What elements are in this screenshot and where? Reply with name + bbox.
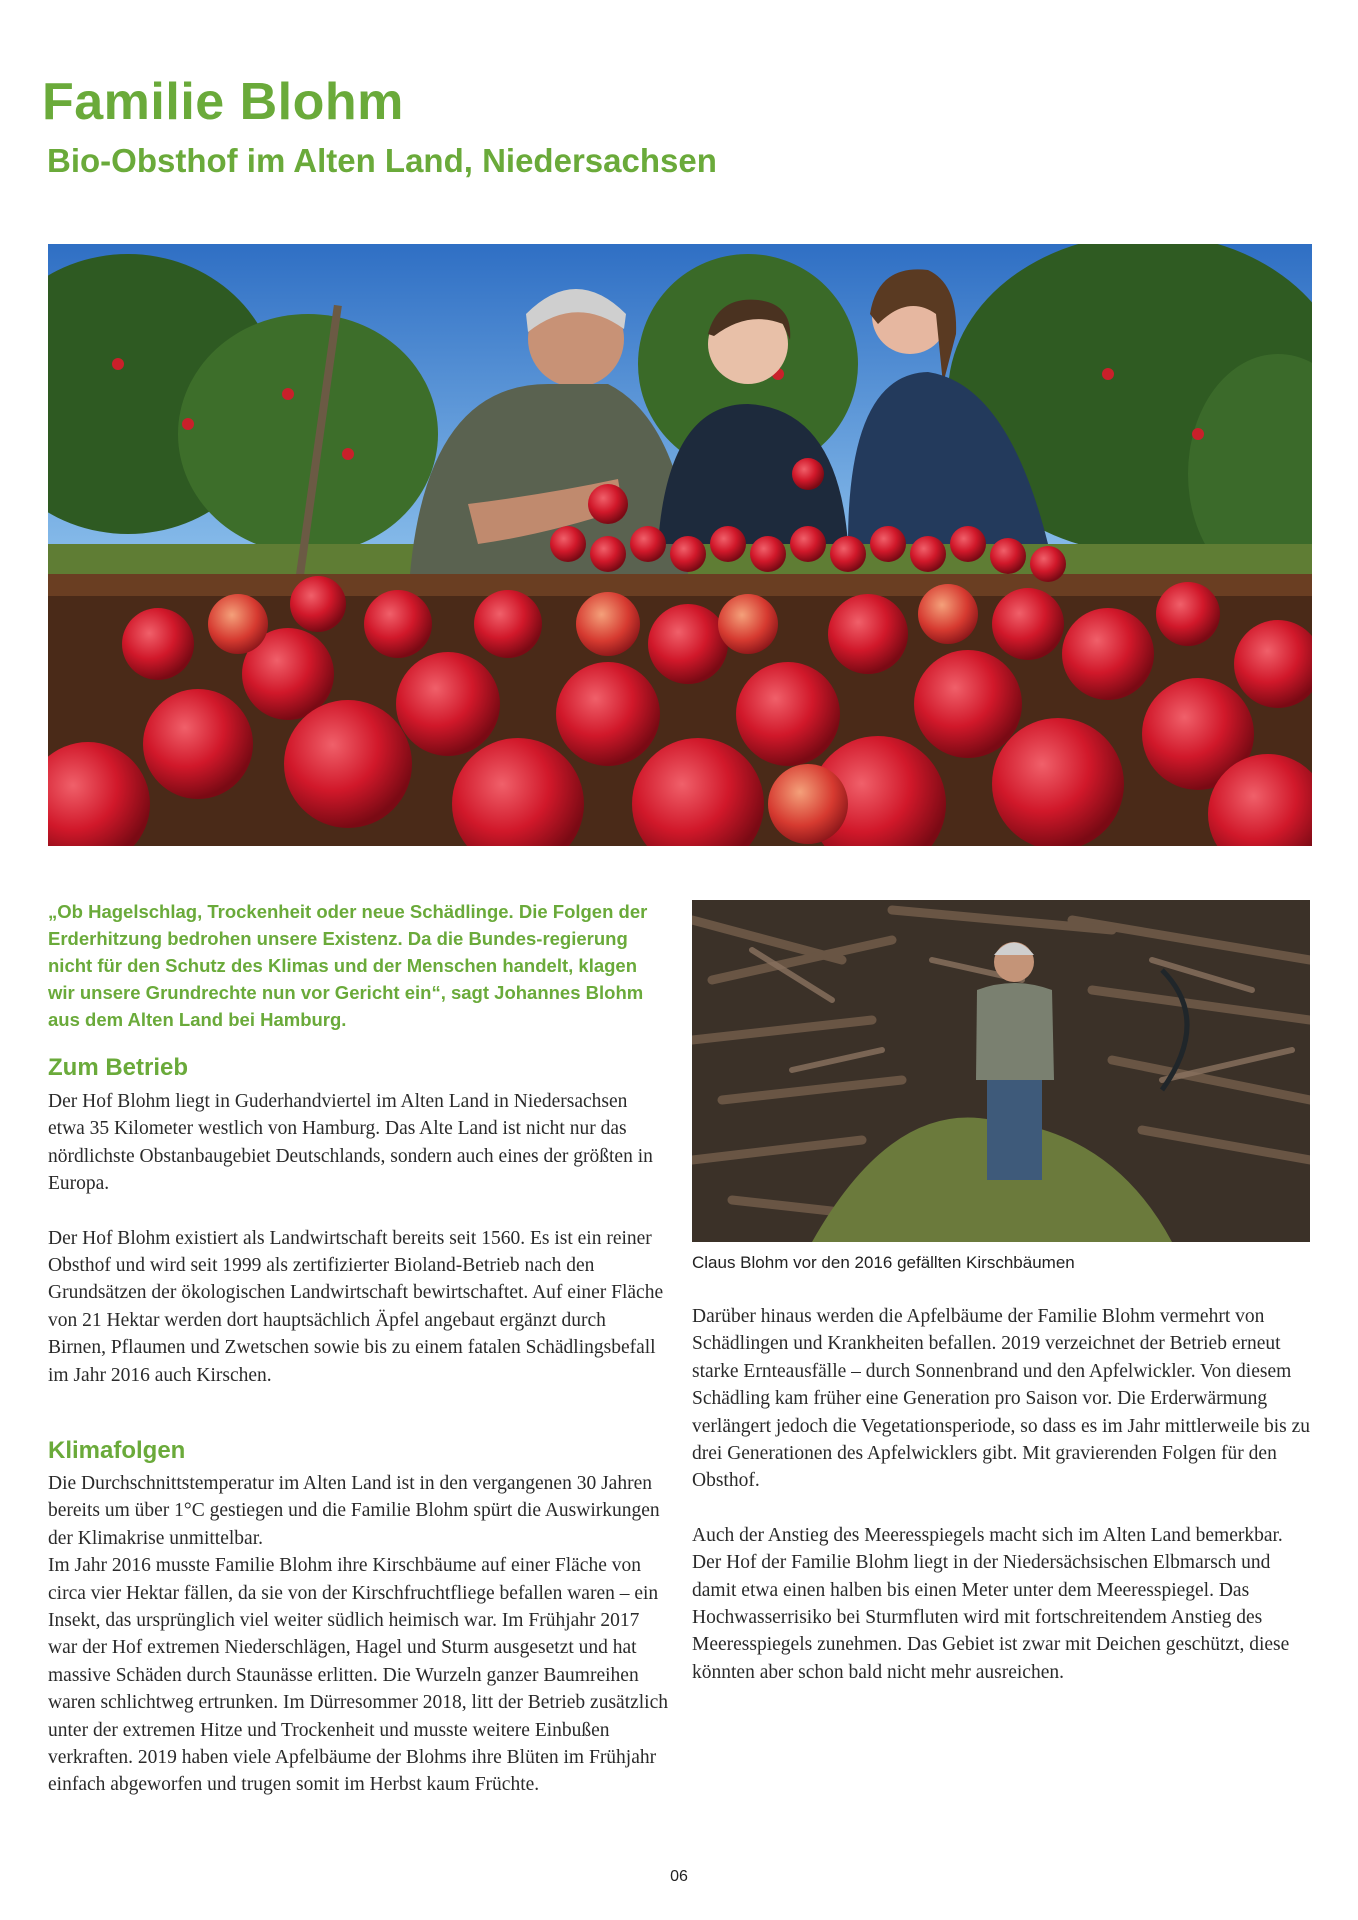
page-subtitle: Bio-Obsthof im Alten Land, Niedersachsen — [47, 142, 717, 179]
section-heading-klimafolgen: Klimafolgen — [48, 1437, 186, 1464]
pull-quote: „Ob Hagelschlag, Trockenheit oder neue Schädlinge. Die Folgen der Erderhitzung bedrohen unsere Existenz. Da die Bundes-regierung nicht für den Schutz des Klimas und der Menschen handelt, klagen wir unsere Grundrechte nun vor Gericht ein“, sagt Johannes Blohm aus dem Alten Land bei Hamburg. — [48, 901, 648, 1030]
right-column-text — [692, 1303, 1314, 1686]
photo-caption: Claus Blohm vor den 2016 gefällten Kirschbäumen — [692, 1253, 1075, 1272]
paragraph: Darüber hinaus werden die Apfelbäume der Familie Blohm vermehrt von Schädlingen und Krankheiten befallen. 2019 verzeichnet der Betrieb erneut starke Ernteausfälle – durch Sonnenbrand und den Apfelwickler. Von diesem Schädling kam früher eine Generation pro Saison vor. Die Erderwärmung verlängert jedoch die Vegetationsperiode, so dass es im Jahr mittlerweile bis zu drei Generationen des Apfelwicklers gibt. Mit gravierenden Folgen für den Obsthof. — [692, 1306, 1311, 1492]
paragraph: Im Jahr 2016 musste Familie Blohm ihre Kirschbäume auf einer Fläche von circa vier Hektar fällen, da sie von der Kirschfruchtfliege befallen waren – ein Insekt, das ursprünglich viel weiter südlich heimisch war. Im Frühjahr 2017 war der Hof extremen Niederschlägen, Hagel und Sturm ausgesetzt und hat massive Schäden durch Staunässe erlitten. Die Wurzeln ganzer Baumreihen waren schlichtweg ertrunken. Im Dürresommer 2018, litt der Betrieb zusätzlich unter der extremen Hitze und Trockenheit und musste weitere Einbußen verkraften. 2019 haben viele Apfelbäume der Blohms ihre Blüten im Frühjahr einfach abgeworfen und trugen somit im Herbst kaum Früchte. — [48, 1555, 669, 1796]
paragraph: Der Hof Blohm existiert als Landwirtschaft bereits seit 1560. Es ist ein reiner Obsthof und wird seit 1999 als zertifizierter Bioland-Betrieb nach den Grundsätzen der ökologischen Landwirtschaft bewirtschaftet. Auf einer Fläche von 21 Hektar werden dort hauptsächlich Äpfel angebaut ergänzt durch Birnen, Pflaumen und Zwetschen sowie bis zu einem fatalen Schädlingsbefall im Jahr 2016 auch Kirschen. — [48, 1227, 664, 1386]
paragraph: Auch der Anstieg des Meeresspiegels macht sich im Alten Land bemerkbar. Der Hof der Familie Blohm liegt in der Niedersächsischen Elbmarsch und damit etwa einen halben bis einen Meter unter dem Meeresspiegel. Das Hochwasserrisiko bei Sturmfluten wird mit fortschreitendem Anstieg des Meeresspiegels zunehmen. Das Gebiet ist zwar mit Deichen geschützt, diese könnten aber schon bald nicht mehr ausreichen. — [692, 1524, 1290, 1683]
farmer-portrait-photo — [692, 900, 1310, 1242]
section-klimafolgen-text — [48, 1470, 668, 1799]
section-heading-zum-betrieb: Zum Betrieb — [48, 1054, 189, 1081]
paragraph: Die Durchschnittstemperatur im Alten Land ist in den vergangenen 30 Jahren bereits um über 1°C gestiegen und die Familie Blohm spürt die Auswirkungen der Klimakrise unmittelbar. — [48, 1473, 660, 1549]
apple-harvest-photo — [48, 244, 1312, 846]
page-title: Familie Blohm — [42, 73, 404, 131]
section-zum-betrieb-text — [48, 1088, 668, 1389]
felled-trees-photo — [692, 900, 1310, 1242]
hero-photo — [48, 244, 1312, 846]
page-number: 06 — [670, 1868, 688, 1885]
paragraph: Der Hof Blohm liegt in Guderhandviertel im Alten Land in Niedersachsen etwa 35 Kilometer westlich von Hamburg. Das Alte Land ist nicht nur das nördlichste Obstanbaugebiet Deutschlands, sondern auch eines der größten in Europa. — [48, 1091, 653, 1195]
